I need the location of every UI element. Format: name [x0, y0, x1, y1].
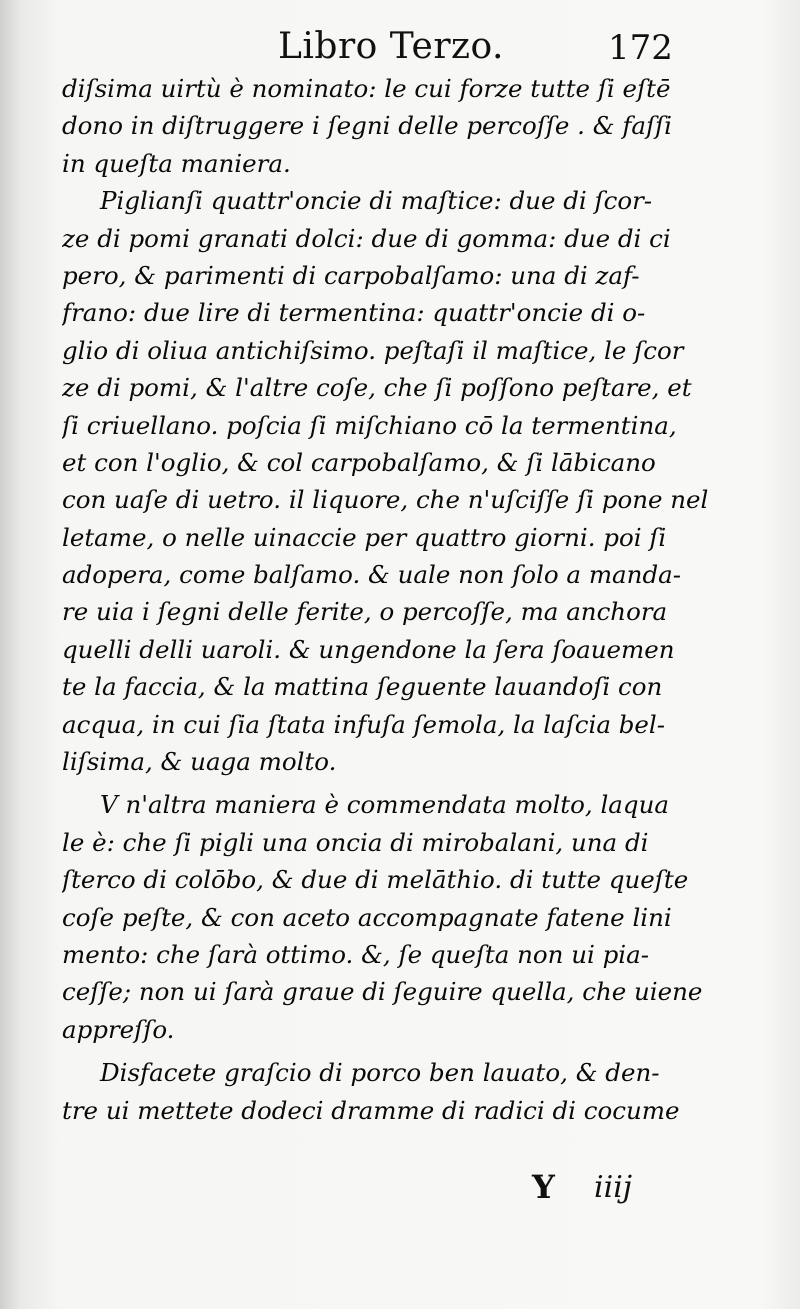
- text-line: Disfacete graſcio di porco ben lauato, & den-: [100, 1058, 660, 1088]
- text-line: quelli delli uaroli. & ungendone la ſera ſoauemen: [62, 634, 675, 664]
- text-line: V n'altra maniera è commendata molto, laqua: [100, 790, 669, 820]
- text-line: appreſſo.: [62, 1014, 175, 1044]
- text-line: frano: due lire di termentina: quattr'oncie di o-: [62, 298, 646, 328]
- text-line: Piglianſi quattr'oncie di maſtice: due di ſcor-: [100, 186, 653, 216]
- text-line: pero, & parimenti di carpobalſamo: una di zaf-: [62, 260, 640, 290]
- text-line: le è: che ſi pigli una oncia di mirobalani, una di: [62, 827, 649, 857]
- text-line: adopera, come balſamo. & uale non ſolo a manda-: [62, 560, 682, 590]
- text-line: ze di pomi, & l'altre coſe, che ſi poſſono peſtare, et: [62, 373, 692, 403]
- signature-mark: Y: [532, 1168, 555, 1206]
- text-line: ze di pomi granati dolci: due di gomma: due di ci: [62, 223, 671, 253]
- text-line: te la faccia, & la mattina ſeguente lauandoſi con: [62, 672, 663, 702]
- page-number: 172: [608, 28, 673, 68]
- text-line: letame, o nelle uinaccie per quattro giorni. poi ſi: [62, 522, 667, 552]
- text-line: glio di oliua antichiſsimo. peſtaſi il maſtice, le ſcor: [62, 335, 684, 365]
- body-text: [62, 70, 722, 1129]
- text-line: con uaſe di uetro. il liquore, che n'uſciſſe ſi pone nel: [62, 485, 709, 515]
- text-line: liſsima, & uaga molto.: [62, 747, 337, 777]
- text-line: diſsima uirtù è nominato: le cui forze tutte ſi eſtē: [62, 74, 671, 103]
- page-footer: [0, 1168, 800, 1208]
- running-title: Libro Terzo.: [278, 26, 504, 67]
- text-line: acqua, in cui ſia ſtata infuſa ſemola, la laſcia bel-: [62, 709, 666, 739]
- text-line: re uia i ſegni delle ferite, o percoſſe, ma anchora: [62, 597, 668, 627]
- text-line: et con l'oglio, & col carpobalſamo, & ſi lābicano: [62, 447, 656, 477]
- text-line: ſterco di colōbo, & due di melāthio. di tutte queſte: [62, 865, 689, 895]
- text-line: ceſſe; non ui ſarà graue di ſeguire quella, che uiene: [62, 977, 703, 1007]
- text-line: coſe peſte, & con aceto accompagnate fatene lini: [62, 902, 672, 932]
- text-line: mento: che ſarà ottimo. &, ſe queſta non ui pia-: [62, 939, 650, 969]
- signature-number: iiij: [594, 1170, 633, 1205]
- text-line: dono in diſtruggere i ſegni delle percoſſe . & faſſi: [62, 111, 672, 141]
- text-line: in queſta maniera.: [62, 148, 291, 178]
- text-line: ſi criuellano. poſcia ſi miſchiano cō la termentina,: [62, 410, 677, 440]
- text-line: tre ui mettete dodeci dramme di radici di cocume: [62, 1095, 680, 1125]
- page-header: [0, 22, 800, 72]
